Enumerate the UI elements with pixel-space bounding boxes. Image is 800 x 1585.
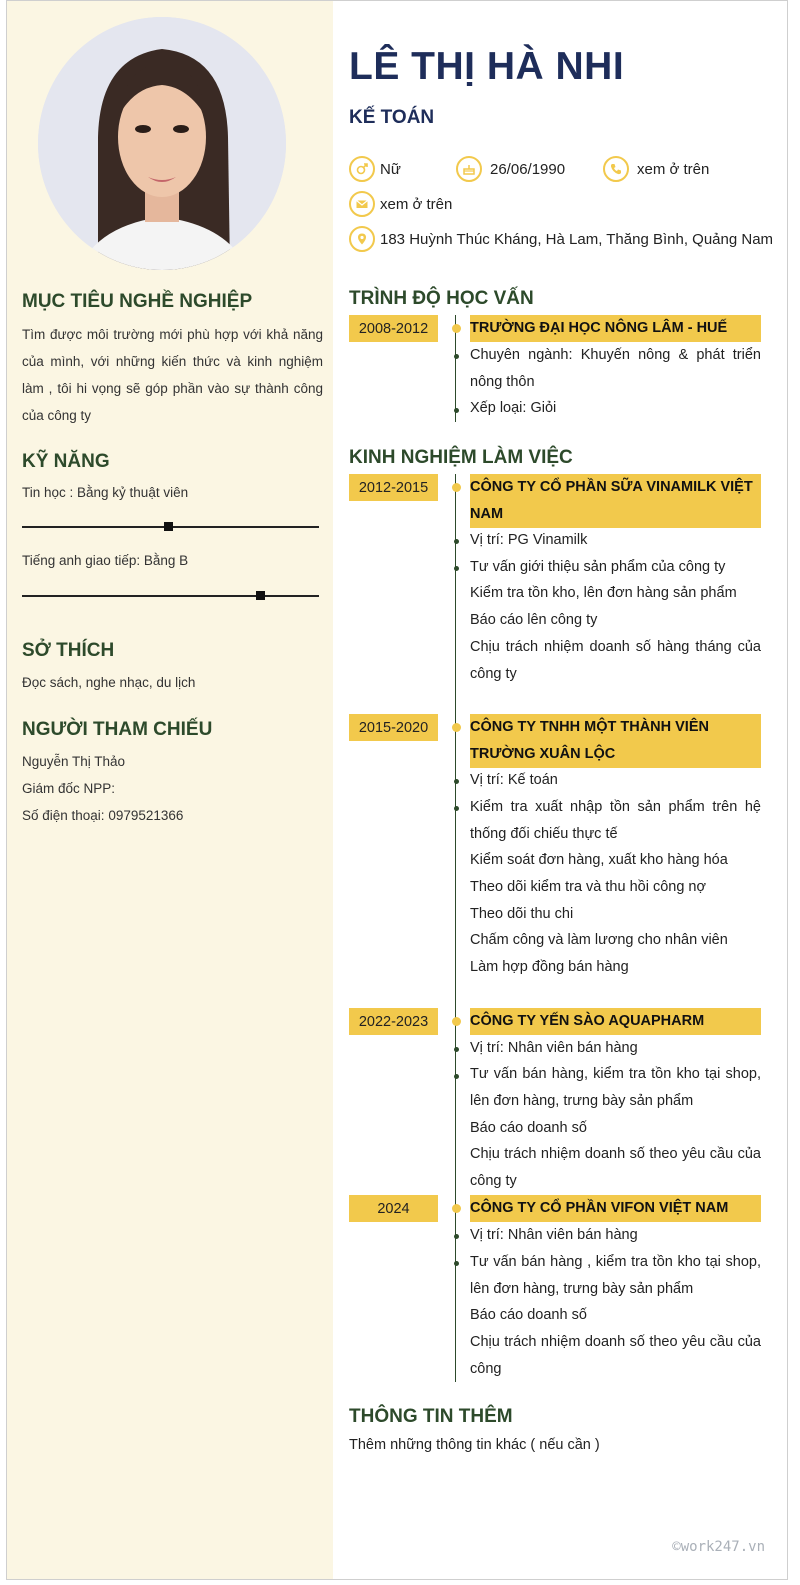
job-title: KẾ TOÁN [349,107,435,128]
entry-detail: Vị trí: Nhân viên bán hàng [470,1040,638,1056]
entry-detail: Chấm công và làm lương cho nhân viên [470,932,728,948]
hobbies-title: SỞ THÍCH [22,640,115,661]
entry-detail: Tư vấn bán hàng, kiểm tra tồn kho tại shop, lên đơn hàng, trưng bày sản phẩm [470,1066,761,1109]
entry-date: 2022-2023 [349,1008,438,1035]
entry-detail: Báo cáo doanh số [470,1307,587,1323]
entry-detail: Tư vấn bán hàng , kiểm tra tồn kho tại shop, lên đơn hàng, trưng bày sản phẩm [470,1254,761,1297]
timeline-dot [452,324,461,333]
company-name: CÔNG TY YẾN SÀO AQUAPHARM [470,1008,761,1035]
timeline-bullet [454,1074,459,1079]
school-name: TRƯỜNG ĐẠI HỌC NÔNG LÂM - HUẾ [470,315,761,342]
phone-icon [603,156,629,182]
entry-date: 2024 [349,1195,438,1222]
references-title: NGƯỜI THAM CHIẾU [22,719,213,740]
company-name: CÔNG TY TNHH MỘT THÀNH VIÊN TRƯỜNG XUÂN LỘC [470,714,761,768]
timeline-dot [452,723,461,732]
skill-label: Tin học : Bằng kỷ thuật viên [22,485,189,500]
birthday-value: 26/06/1990 [490,160,566,178]
address-info [349,226,773,252]
entry-detail: Chịu trách nhiệm doanh số theo yêu cầu của công ty [470,1146,761,1189]
timeline-dot [452,483,461,492]
objective-title: MỤC TIÊU NGHỀ NGHIỆP [22,291,253,312]
entry-detail: Kiểm soát đơn hàng, xuất kho hàng hóa [470,852,728,868]
phone-value: xem ở trên [637,160,710,178]
entry-date: 2008-2012 [349,315,438,342]
additional-title: THÔNG TIN THÊM [349,1406,513,1427]
timeline-bullet [454,539,459,544]
phone-info [603,156,709,182]
timeline-bullet [454,1047,459,1052]
entry-detail: Chịu trách nhiệm doanh số theo yêu cầu của công [470,1334,761,1377]
skills-title: KỸ NĂNG [22,451,110,472]
entry-detail: Chịu trách nhiệm doanh số hàng tháng của công ty [470,639,761,682]
timeline-bullet [454,1261,459,1266]
location-icon [349,226,375,252]
company-name: CÔNG TY CỔ PHẦN SỮA VINAMILK VIỆT NAM [470,474,761,528]
entry-detail: Theo dõi thu chi [470,906,574,922]
additional-text: Thêm những thông tin khác ( nếu cần ) [349,1437,600,1453]
skill-level-bar [22,526,319,528]
education-title: TRÌNH ĐỘ HỌC VẤN [349,288,534,309]
address-value: 183 Huỳnh Thúc Kháng, Hà Lam, Thăng Bình, Quảng Nam [380,230,774,248]
objective-text: Tìm được môi trường mới phù hợp với khả năng của mình, với những kiến thức và kinh nghiệm làm , tôi hi vọng sẽ góp phần vào sự thành công của công ty [22,327,323,423]
timeline-bullet [454,566,459,571]
entry-date: 2012-2015 [349,474,438,501]
skill-level-knob [164,522,173,531]
entry-detail: Vị trí: PG Vinamilk [470,532,588,548]
timeline-bullet [454,354,459,359]
entry-detail: Báo cáo lên công ty [470,612,598,628]
skill-level-bar [22,595,319,597]
copyright-text[interactable]: ©work247.vn [672,1539,765,1555]
entry-detail: Kiểm tra xuất nhập tồn sản phẩm trên hệ thống đối chiếu thực tế [470,799,761,842]
timeline-dot [452,1017,461,1026]
gender-info [349,156,401,182]
timeline-bullet [454,1234,459,1239]
reference-line: Nguyễn Thị Thảo [22,754,126,769]
entry-detail: Báo cáo doanh số [470,1120,587,1136]
entry-detail: Tư vấn giới thiệu sản phẩm của công ty [470,559,726,575]
entry-detail: Vị trí: Kế toán [470,772,558,788]
skill-level-knob [256,591,265,600]
experience-timeline-line [455,474,456,1382]
timeline-dot [452,1204,461,1213]
birthday-info [456,156,565,182]
timeline-bullet [454,779,459,784]
entry-detail: Vị trí: Nhân viên bán hàng [470,1227,638,1243]
email-value: xem ở trên [380,195,453,213]
email-icon [349,191,375,217]
email-info [349,191,452,217]
timeline-bullet [454,806,459,811]
entry-detail: Xếp loại: Giỏi [470,400,557,416]
company-name: CÔNG TY CỔ PHẦN VIFON VIỆT NAM [470,1195,761,1222]
gender-icon [349,156,375,182]
skill-label: Tiếng anh giao tiếp: Bằng B [22,553,189,568]
entry-date: 2015-2020 [349,714,438,741]
hobbies-text: Đọc sách, nghe nhạc, du lịch [22,675,196,690]
entry-detail: Theo dõi kiểm tra và thu hồi công nợ [470,879,707,895]
timeline-bullet [454,408,459,413]
entry-detail: Làm hợp đồng bán hàng [470,959,629,975]
profile-photo [38,17,286,270]
candidate-name: LÊ THỊ HÀ NHI [349,45,625,88]
entry-detail: Kiểm tra tồn kho, lên đơn hàng sản phẩm [470,585,737,601]
cv-page [6,0,788,1580]
reference-line: Giám đốc NPP: [22,781,116,796]
entry-detail: Chuyên ngành: Khuyến nông & phát triển nông thôn [470,347,761,390]
sidebar [7,1,333,1579]
gender-value: Nữ [380,160,401,178]
reference-line: Số điện thoại: 0979521366 [22,808,184,823]
main-content [333,1,787,1579]
experience-title: KINH NGHIỆM LÀM VIỆC [349,447,573,468]
birthday-cake-icon [456,156,482,182]
